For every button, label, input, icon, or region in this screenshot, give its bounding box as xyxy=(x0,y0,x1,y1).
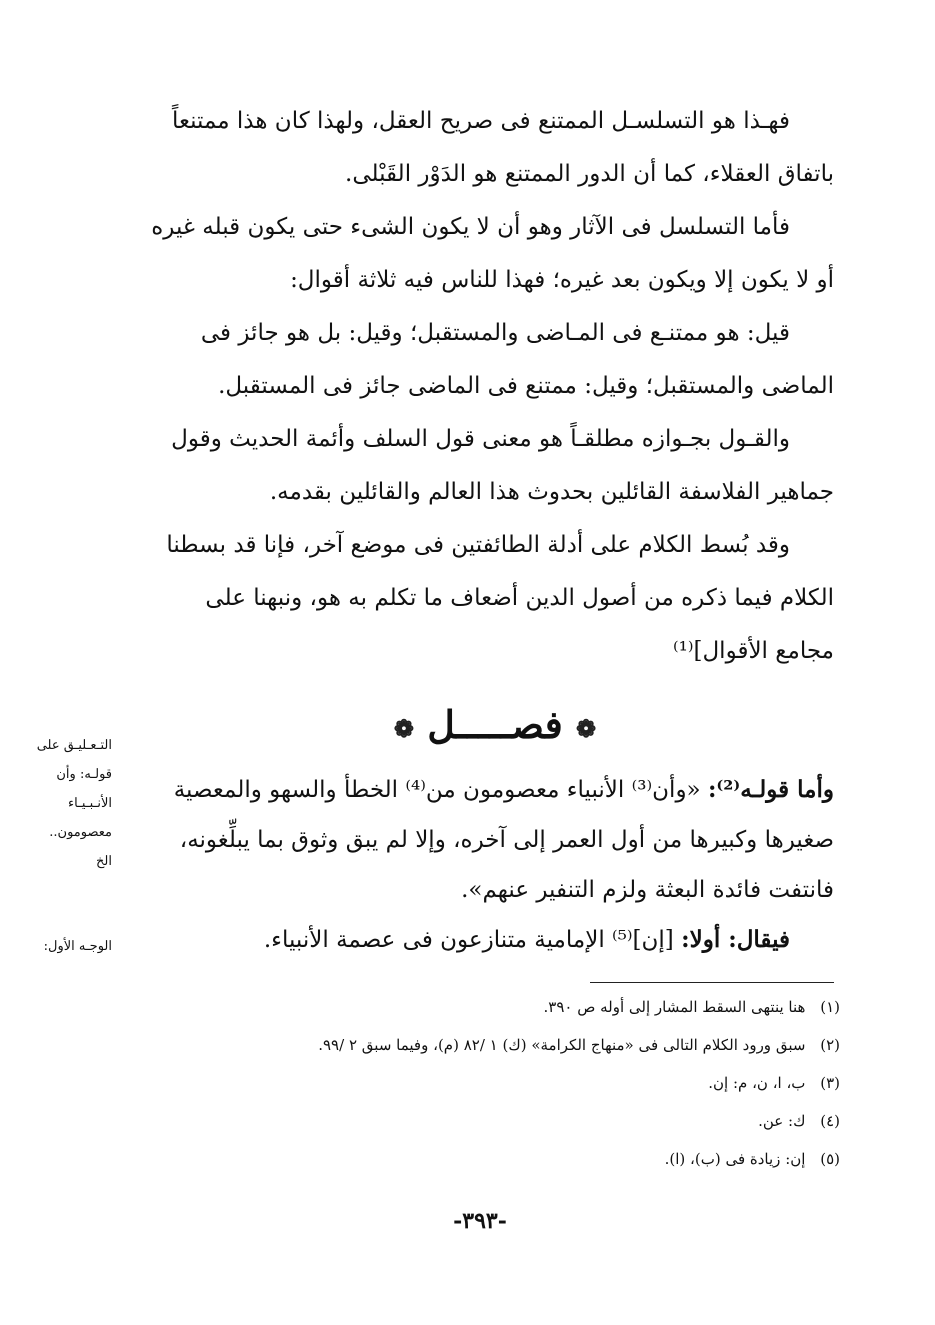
footnote xyxy=(150,1102,840,1140)
text-line xyxy=(128,915,834,965)
footnote-text: ك: عن. xyxy=(758,1112,806,1130)
margin-note-line: التـعـليـق على xyxy=(36,738,112,753)
footnote-text: ب، ا، ن، م: إن. xyxy=(708,1074,806,1092)
footnote xyxy=(150,1140,840,1178)
main-text xyxy=(128,95,834,678)
text-line: مجامع الأقوال]⁽¹⁾ xyxy=(672,638,834,664)
ornament-left-icon: ❁ xyxy=(393,714,414,743)
text-line: قيل: هو ممتنـع فى المـاضى والمستقبل؛ وقيل: بل هو جائز فى xyxy=(200,320,790,346)
text-line: فأما التسلسل فى الآثار وهو أن لا يكون الشىء حتى يكون قبله غيره xyxy=(151,214,790,240)
reply-lead: فيقال: أولا: xyxy=(681,926,790,953)
page-number: -٣٩٣- xyxy=(453,1208,507,1234)
footnote-number: (٢) xyxy=(820,1036,840,1054)
section-text xyxy=(128,765,834,965)
footnotes xyxy=(150,988,840,1178)
margin-note-line: قولـه: وأن xyxy=(56,767,112,782)
text-line: الكلام فيما ذكره من أصول الدين أضعاف ما تكلم به هو، ونبهنا على xyxy=(205,585,834,611)
section-heading xyxy=(380,702,610,747)
footnote-number: (١) xyxy=(820,998,840,1016)
text-line: أو لا يكون إلا ويكون بعد غيره؛ فهذا للناس فيه ثلاثة أقوال: xyxy=(290,267,834,293)
text-line: الماضى والمستقبل؛ وقيل: ممتنع فى الماضى جائز فى المستقبل. xyxy=(218,373,834,399)
margin-note-first-aspect: الوجـه الأول: xyxy=(43,939,112,954)
text-line: وقد بُسط الكلام على أدلة الطائفتين فى موضع آخر، فإنا قد بسطنا xyxy=(166,532,790,558)
margin-note-line: الخ xyxy=(96,854,112,869)
text-line xyxy=(128,765,834,815)
footnote-text: هنا ينتهى السقط المشار إلى أوله ص ٣٩٠. xyxy=(543,998,806,1016)
text-line: صغيرها وكبيرها من أول العمر إلى آخره، وإلا لم يبق وثوق بما يبلِّغونه، xyxy=(179,827,834,853)
text-line: جماهير الفلاسفة القائلين بحدوث هذا العالم والقائلين بقدمه. xyxy=(269,479,834,505)
text-line: باتفاق العقلاء، كما أن الدور الممتنع هو الدَوْر القَبْلى. xyxy=(345,161,834,187)
margin-note-line: معصومون.. xyxy=(49,825,112,840)
footnote-number: (٥) xyxy=(820,1150,840,1168)
footnote-number: (٤) xyxy=(820,1112,840,1130)
footnote xyxy=(150,1064,840,1102)
quote-lead: وأما قولـه⁽²⁾: xyxy=(707,776,834,803)
margin-note-line: الأنـبـيـاء xyxy=(68,796,112,811)
ornament-right-icon: ❁ xyxy=(576,714,597,743)
footnote-text: إن: زيادة فى (ب)، (ا). xyxy=(664,1150,806,1168)
footnote-text: سبق ورود الكلام التالى فى «منهاج الكرامة» (ك) ١ /٨٢ (م)، وفيما سبق ٢ /٩٩. xyxy=(318,1036,806,1054)
footnote xyxy=(150,1026,840,1064)
margin-note-commentary xyxy=(4,731,112,876)
footnote-divider xyxy=(590,982,834,983)
reply-text: [إن]⁽⁵⁾ الإمامية متنازعون فى عصمة الأنبياء. xyxy=(263,927,674,953)
footnote xyxy=(150,988,840,1026)
section-heading-text: فصـــــل xyxy=(427,702,563,747)
text-line: فهـذا هو التسلسـل الممتنع فى صريح العقل، ولهذا كان هذا ممتنعاً xyxy=(171,108,790,134)
footnote-number: (٣) xyxy=(820,1074,840,1092)
text-line: فانتفت فائدة البعثة ولزم التنفير عنهم». xyxy=(461,877,834,903)
quote-text: «وأن⁽³⁾ الأنبياء معصومون من⁽⁴⁾ الخطأ والسهو والمعصية xyxy=(173,777,701,803)
text-line: والقـول بجـوازه مطلقـاً هو معنى قول السلف وأئمة الحديث وقول xyxy=(171,426,790,452)
